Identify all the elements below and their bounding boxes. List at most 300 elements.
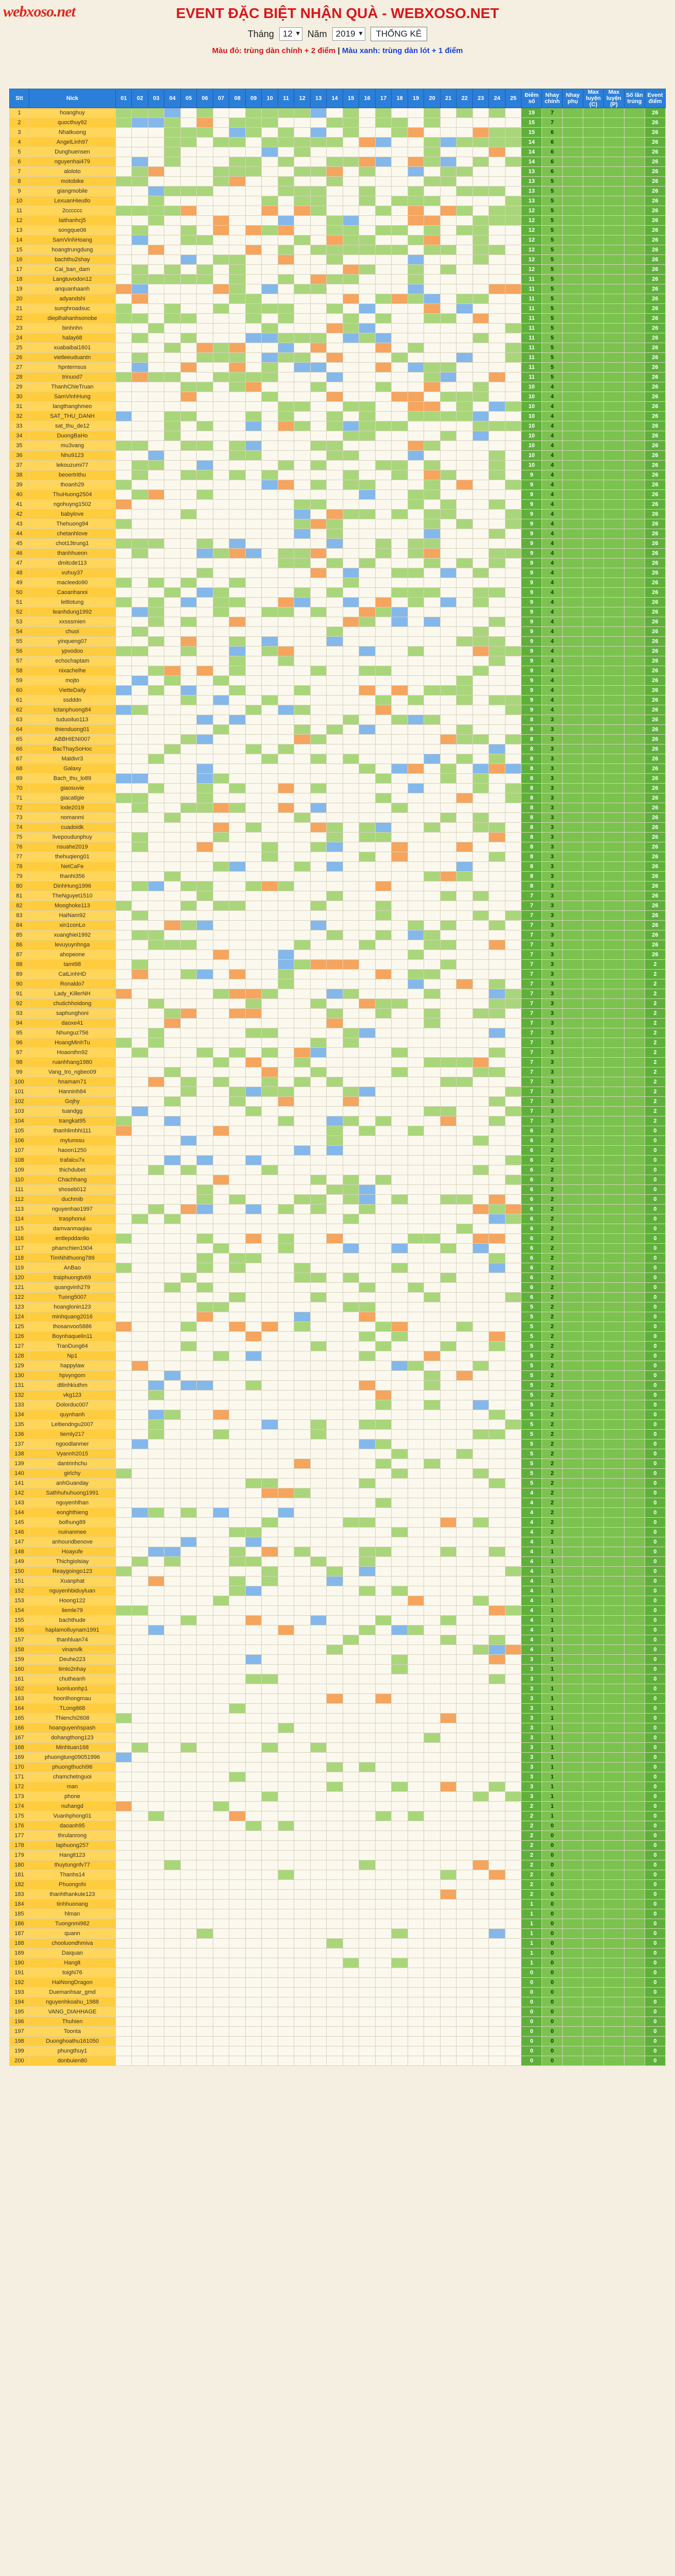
table-row: [10, 823, 666, 833]
day-cell: [310, 412, 327, 421]
nick-cell[interactable]: Lady_KillerNH: [29, 989, 115, 999]
points-cell: 7: [521, 950, 542, 960]
day-cell: [180, 128, 197, 138]
nick-cell[interactable]: chuoi: [29, 627, 115, 637]
day-cell: [343, 108, 359, 118]
nick-cell[interactable]: vuhuy37: [29, 568, 115, 578]
nick-cell[interactable]: thanhi356: [29, 872, 115, 882]
day-cell: [180, 431, 197, 441]
nick-cell[interactable]: Np1: [29, 1351, 115, 1361]
nick-cell[interactable]: tuandgg: [29, 1107, 115, 1116]
main-hit-cell: 2: [542, 1185, 563, 1195]
day-cell: [180, 138, 197, 147]
nick-cell[interactable]: Nhunguz756: [29, 1028, 115, 1038]
nick-cell[interactable]: VietteDaily: [29, 686, 115, 696]
row-index: 104: [10, 1116, 29, 1126]
nick-cell[interactable]: lode2019: [29, 803, 115, 813]
day-cell: [148, 940, 164, 950]
day-cell: [262, 363, 278, 372]
day-cell: [505, 960, 521, 970]
nick-cell[interactable]: shoseb012: [29, 1185, 115, 1195]
nick-cell[interactable]: Caoanhanoi: [29, 588, 115, 598]
day-cell: [132, 1087, 148, 1097]
day-cell: [392, 1420, 408, 1430]
nick-cell[interactable]: Thehuong94: [29, 519, 115, 529]
day-cell: [457, 265, 473, 275]
nick-cell[interactable]: Gojhy: [29, 1097, 115, 1107]
day-cell: [343, 1077, 359, 1087]
nick-cell[interactable]: Tuong5007: [29, 1293, 115, 1302]
nick-cell[interactable]: ssdddn: [29, 696, 115, 705]
nick-cell[interactable]: mu3vang: [29, 441, 115, 451]
column-header: 25: [505, 89, 521, 108]
day-cell: [278, 930, 294, 940]
nick-cell[interactable]: TranDung64: [29, 1342, 115, 1351]
day-cell: [343, 705, 359, 715]
day-cell: [197, 607, 213, 617]
nick-cell[interactable]: hoanghuy: [29, 108, 115, 118]
row-index: 66: [10, 744, 29, 754]
nick-cell[interactable]: haoon1250: [29, 1146, 115, 1156]
day-cell: [294, 784, 311, 793]
nick-cell[interactable]: xuabaibai1601: [29, 343, 115, 353]
nick-cell[interactable]: happylaw: [29, 1361, 115, 1371]
nick-cell[interactable]: Chachhang: [29, 1175, 115, 1185]
column-header: Event điểm: [645, 89, 665, 108]
nick-cell[interactable]: ngohuyng1502: [29, 500, 115, 510]
day-cell: [229, 891, 246, 901]
nick-cell[interactable]: AngelLinh97: [29, 138, 115, 147]
day-cell: [359, 539, 376, 549]
day-cell: [294, 196, 311, 206]
nick-cell[interactable]: quynhanh: [29, 1410, 115, 1420]
nick-cell[interactable]: trasphonui: [29, 1214, 115, 1224]
nick-cell[interactable]: anhGuanday: [29, 1479, 115, 1488]
nick-cell[interactable]: duchmib: [29, 1195, 115, 1205]
day-cell: [164, 324, 181, 333]
site-logo[interactable]: webxoso.net: [3, 3, 75, 20]
nick-cell[interactable]: SamVinhHoang: [29, 235, 115, 245]
column-header: 02: [132, 89, 148, 108]
nick-cell[interactable]: vkg123: [29, 1391, 115, 1400]
nick-cell[interactable]: 2cccccc: [29, 206, 115, 216]
day-cell: [245, 470, 262, 480]
nick-cell[interactable]: ThuHuong2504: [29, 490, 115, 500]
nick-cell[interactable]: hnamam71: [29, 1077, 115, 1087]
points-cell: 5: [521, 1332, 542, 1342]
day-cell: [424, 617, 441, 627]
nick-cell[interactable]: trangkat95: [29, 1116, 115, 1126]
day-cell: [327, 490, 343, 500]
nick-cell[interactable]: nomanmi: [29, 813, 115, 823]
day-cell: [115, 1273, 132, 1283]
column-header: 19: [408, 89, 424, 108]
table-row: [10, 558, 666, 568]
nick-cell[interactable]: ngoodlanmer: [29, 1439, 115, 1449]
day-cell: [229, 441, 246, 451]
day-cell: [440, 147, 457, 157]
nick-cell[interactable]: damvanmaqiau: [29, 1224, 115, 1234]
nick-cell[interactable]: girlchy: [29, 1469, 115, 1479]
nick-cell[interactable]: bachthu2shay: [29, 255, 115, 265]
day-cell: [197, 1175, 213, 1185]
event-points-cell: 26: [645, 872, 665, 882]
day-cell: [327, 353, 343, 363]
max-sub-cell: [603, 715, 624, 725]
year-select[interactable]: 2019 ▾: [332, 27, 365, 41]
max-main-cell: [583, 813, 604, 823]
nick-cell[interactable]: trinuod7: [29, 372, 115, 382]
day-cell: [440, 989, 457, 999]
day-cell: [180, 490, 197, 500]
nick-cell[interactable]: daoxe41: [29, 1019, 115, 1028]
nick-cell[interactable]: TimNhithuong789: [29, 1253, 115, 1263]
nick-cell[interactable]: quangvinh279: [29, 1283, 115, 1293]
nick-cell[interactable]: Nhatkuong: [29, 128, 115, 138]
max-main-cell: [583, 901, 604, 911]
day-cell: [343, 510, 359, 519]
max-main-cell: [583, 1430, 604, 1439]
max-sub-cell: [603, 304, 624, 314]
nick-cell[interactable]: nguyenhao1997: [29, 1205, 115, 1214]
nick-cell[interactable]: Vang_tro_ngbeo09: [29, 1067, 115, 1077]
nick-cell[interactable]: vietleeuduantn: [29, 353, 115, 363]
nick-cell[interactable]: DuongBaHo: [29, 431, 115, 441]
nick-cell[interactable]: tctanphuong84: [29, 705, 115, 715]
nick-cell[interactable]: ABBHIENI007: [29, 735, 115, 744]
day-cell: [424, 470, 441, 480]
nick-cell[interactable]: Dolorduc007: [29, 1400, 115, 1410]
nick-cell[interactable]: thichdubet: [29, 1165, 115, 1175]
nick-cell[interactable]: tiemly217: [29, 1430, 115, 1439]
day-cell: [164, 392, 181, 402]
day-cell: [408, 1283, 424, 1293]
nick-cell[interactable]: cuadoidk: [29, 823, 115, 833]
day-cell: [164, 1214, 181, 1224]
nick-cell[interactable]: HaiNam92: [29, 911, 115, 921]
row-index: 4: [10, 138, 29, 147]
day-cell: [424, 1195, 441, 1205]
day-cell: [245, 696, 262, 705]
nick-cell[interactable]: lekouzumi77: [29, 461, 115, 470]
day-cell: [327, 1038, 343, 1048]
nick-cell[interactable]: sunghroadsuc: [29, 304, 115, 314]
nick-cell[interactable]: dtlinhkiuthm: [29, 1381, 115, 1391]
hit-count-cell: [624, 588, 645, 598]
nick-cell[interactable]: chetanhlove: [29, 529, 115, 539]
nick-cell[interactable]: ruanhhang1980: [29, 1058, 115, 1067]
nick-cell[interactable]: quocthuy92: [29, 118, 115, 128]
day-cell: [408, 1253, 424, 1263]
day-cell: [457, 598, 473, 607]
day-cell: [489, 901, 505, 911]
day-cell: [375, 1459, 392, 1469]
hit-count-cell: [624, 1273, 645, 1283]
nick-cell[interactable]: tamt98: [29, 960, 115, 970]
day-cell: [343, 1087, 359, 1097]
day-cell: [505, 558, 521, 568]
nick-cell[interactable]: minhquang2016: [29, 1312, 115, 1322]
nick-cell[interactable]: giangmobile: [29, 187, 115, 196]
table-row: [10, 1449, 666, 1459]
nick-cell[interactable]: Langtuvodon12: [29, 275, 115, 284]
day-cell: [392, 1439, 408, 1449]
day-cell: [457, 872, 473, 882]
nick-cell[interactable]: leltlotung: [29, 598, 115, 607]
nick-cell[interactable]: HoangMinhTu: [29, 1038, 115, 1048]
day-cell: [327, 1175, 343, 1185]
nick-cell[interactable]: mytunssu: [29, 1136, 115, 1146]
max-main-cell: [583, 314, 604, 324]
hit-count-cell: [624, 1175, 645, 1185]
column-header: 13: [310, 89, 327, 108]
hit-count-cell: [624, 793, 645, 803]
nick-cell[interactable]: Sathhuhuhuong1991: [29, 1488, 115, 1498]
day-cell: [213, 1038, 229, 1048]
max-main-cell: [583, 343, 604, 353]
nick-cell[interactable]: halay68: [29, 333, 115, 343]
nick-cell[interactable]: AnBao: [29, 1263, 115, 1273]
day-cell: [440, 470, 457, 480]
day-cell: [489, 157, 505, 167]
nick-cell[interactable]: Hoaonthn92: [29, 1048, 115, 1058]
day-cell: [180, 735, 197, 744]
day-cell: [132, 598, 148, 607]
nick-cell[interactable]: beoertrithu: [29, 470, 115, 480]
day-cell: [505, 882, 521, 891]
nick-cell[interactable]: phamchien1904: [29, 1244, 115, 1253]
nick-cell[interactable]: tuduoiluo113: [29, 715, 115, 725]
sub-hit-cell: [563, 1400, 583, 1410]
nick-cell[interactable]: thanhhueon: [29, 549, 115, 558]
day-cell: [294, 930, 311, 940]
nick-cell[interactable]: SamVinhHung: [29, 392, 115, 402]
day-cell: [440, 1420, 457, 1430]
nick-cell[interactable]: nguyenhai479: [29, 157, 115, 167]
nick-cell[interactable]: babylove: [29, 510, 115, 519]
nick-cell[interactable]: ThanhChieTruan: [29, 382, 115, 392]
day-cell: [213, 1214, 229, 1224]
max-sub-cell: [603, 930, 624, 940]
event-points-cell: 26: [645, 275, 665, 284]
day-cell: [343, 480, 359, 490]
nick-cell[interactable]: nixachelhe: [29, 666, 115, 676]
day-cell: [424, 372, 441, 382]
nick-cell[interactable]: giaosuvie: [29, 784, 115, 793]
day-cell: [132, 1028, 148, 1038]
nick-cell[interactable]: DinhHung1996: [29, 882, 115, 891]
day-cell: [164, 1410, 181, 1420]
month-select[interactable]: 12 ▾: [279, 27, 302, 41]
day-cell: [375, 637, 392, 647]
nick-cell[interactable]: anquanhaanh: [29, 284, 115, 294]
day-cell: [148, 637, 164, 647]
day-cell: [245, 1087, 262, 1097]
nick-cell[interactable]: trafalcu7x: [29, 1156, 115, 1165]
day-cell: [310, 891, 327, 901]
nick-cell[interactable]: giacatlgie: [29, 793, 115, 803]
max-main-cell: [583, 999, 604, 1009]
main-hit-cell: 2: [542, 1332, 563, 1342]
day-cell: [132, 1097, 148, 1107]
day-cell: [164, 421, 181, 431]
nick-cell[interactable]: motobike: [29, 177, 115, 187]
day-cell: [115, 725, 132, 735]
nick-cell[interactable]: hpnternsus: [29, 363, 115, 372]
event-points-cell: 26: [645, 901, 665, 911]
nick-cell[interactable]: thosanvoo5886: [29, 1322, 115, 1332]
nick-cell[interactable]: levuyuynhnga: [29, 940, 115, 950]
nick-cell[interactable]: thienduong01: [29, 725, 115, 735]
table-row: [10, 245, 666, 255]
event-points-cell: 26: [645, 353, 665, 363]
day-cell: [424, 539, 441, 549]
day-cell: [115, 1038, 132, 1048]
nick-cell[interactable]: leanhdung1992: [29, 607, 115, 617]
nick-cell[interactable]: Nhu9123: [29, 451, 115, 461]
day-cell: [213, 637, 229, 647]
event-points-cell: 2: [645, 970, 665, 979]
row-index: 33: [10, 421, 29, 431]
day-cell: [408, 1126, 424, 1136]
nick-cell[interactable]: hpvyngom: [29, 1371, 115, 1381]
day-cell: [294, 1400, 311, 1410]
nick-cell[interactable]: Hanninh84: [29, 1087, 115, 1097]
nick-cell[interactable]: macleedo90: [29, 578, 115, 588]
day-cell: [472, 960, 489, 970]
nick-cell[interactable]: yinqueng07: [29, 637, 115, 647]
nick-cell[interactable]: dieplhahanhsonobe: [29, 314, 115, 324]
day-cell: [278, 519, 294, 529]
nick-cell[interactable]: nsuahe2019: [29, 842, 115, 852]
nick-cell[interactable]: Galaxy: [29, 764, 115, 774]
day-cell: [489, 833, 505, 842]
nick-cell[interactable]: Maldivr3: [29, 754, 115, 764]
day-cell: [505, 128, 521, 138]
nick-cell[interactable]: Bach_thu_lo89: [29, 774, 115, 784]
nick-cell[interactable]: Boynhaquelin11: [29, 1332, 115, 1342]
nick-cell[interactable]: thehuqieng01: [29, 852, 115, 862]
nick-cell[interactable]: saphunghoni: [29, 1009, 115, 1019]
nick-cell[interactable]: langthanghmeo: [29, 402, 115, 412]
nick-cell[interactable]: adyandshi: [29, 294, 115, 304]
nick-cell[interactable]: xxsssmien: [29, 617, 115, 627]
points-cell: 15: [521, 118, 542, 128]
day-cell: [278, 1019, 294, 1028]
day-cell: [327, 343, 343, 353]
day-cell: [197, 1410, 213, 1420]
day-cell: [472, 1283, 489, 1293]
nick-cell[interactable]: songque06: [29, 226, 115, 235]
day-cell: [164, 1273, 181, 1283]
nick-cell[interactable]: TheNguyet1510: [29, 891, 115, 901]
day-cell: [278, 921, 294, 930]
nick-cell[interactable]: dmitcde113: [29, 558, 115, 568]
day-cell: [359, 1263, 376, 1273]
sub-hit-cell: [563, 1136, 583, 1146]
day-cell: [115, 441, 132, 451]
day-cell: [375, 108, 392, 118]
day-cell: [327, 549, 343, 558]
nick-cell[interactable]: Cai_ban_dam: [29, 265, 115, 275]
nick-cell[interactable]: mojto: [29, 676, 115, 686]
day-cell: [472, 402, 489, 412]
nick-cell[interactable]: BacThaySoHoc: [29, 744, 115, 754]
day-cell: [278, 1107, 294, 1116]
day-cell: [132, 735, 148, 744]
nick-cell[interactable]: Mooghoke113: [29, 901, 115, 911]
nick-cell[interactable]: traiphuongtv69: [29, 1273, 115, 1283]
day-cell: [327, 402, 343, 412]
row-index: 135: [10, 1420, 29, 1430]
day-cell: [229, 1048, 246, 1058]
day-cell: [164, 235, 181, 245]
nick-cell[interactable]: Ronaldo7: [29, 979, 115, 989]
nick-cell[interactable]: hoanglonin123: [29, 1302, 115, 1312]
nick-cell[interactable]: hoangtrungdung: [29, 245, 115, 255]
nick-cell[interactable]: echochaptam: [29, 656, 115, 666]
nick-cell[interactable]: xin1conLo: [29, 921, 115, 930]
day-cell: [132, 1391, 148, 1400]
nick-cell[interactable]: thoanh29: [29, 480, 115, 490]
points-cell: 14: [521, 157, 542, 167]
nick-cell[interactable]: chutichhoidong: [29, 999, 115, 1009]
day-cell: [472, 480, 489, 490]
day-cell: [245, 284, 262, 294]
nick-cell[interactable]: Vyannh2015: [29, 1449, 115, 1459]
day-cell: [327, 1058, 343, 1067]
nick-cell[interactable]: CatLinhHD: [29, 970, 115, 979]
table-row: [10, 510, 666, 519]
points-cell: 9: [521, 647, 542, 656]
statistics-button[interactable]: THỐNG KÊ: [370, 27, 428, 41]
day-cell: [164, 617, 181, 627]
nick-cell[interactable]: binhnhn: [29, 324, 115, 333]
nick-cell[interactable]: SAT_THU_DANH: [29, 412, 115, 421]
nick-cell[interactable]: chot13trung1: [29, 539, 115, 549]
nick-cell[interactable]: livepoudunphuy: [29, 833, 115, 842]
nick-cell[interactable]: sat_thu_de12: [29, 421, 115, 431]
day-cell: [294, 901, 311, 911]
day-cell: [505, 1009, 521, 1019]
table-row: [10, 314, 666, 324]
nick-cell[interactable]: laithanhcj5: [29, 216, 115, 226]
day-cell: [310, 656, 327, 666]
day-cell: [132, 265, 148, 275]
nick-cell[interactable]: xuanghiei1992: [29, 930, 115, 940]
day-cell: [245, 1107, 262, 1116]
nick-cell[interactable]: dantrinhchu: [29, 1459, 115, 1469]
nick-cell[interactable]: entlepddanlio: [29, 1234, 115, 1244]
nick-cell[interactable]: Dunghuensen: [29, 147, 115, 157]
hit-count-cell: [624, 1165, 645, 1175]
nick-cell[interactable]: LexuanHieutlo: [29, 196, 115, 206]
row-index: 12: [10, 216, 29, 226]
day-cell: [229, 803, 246, 813]
day-cell: [229, 157, 246, 167]
column-header: Nhay chính: [542, 89, 563, 108]
nick-cell[interactable]: thanhlimhhi111: [29, 1126, 115, 1136]
nick-cell[interactable]: aloloto: [29, 167, 115, 177]
main-hit-cell: 2: [542, 1146, 563, 1156]
nick-cell[interactable]: ypvodoo: [29, 647, 115, 656]
nick-cell[interactable]: ahopeone: [29, 950, 115, 960]
nick-cell[interactable]: NetCaFe: [29, 862, 115, 872]
day-cell: [310, 226, 327, 235]
nick-cell[interactable]: Leltiendngu2007: [29, 1420, 115, 1430]
table-row: [10, 1156, 666, 1165]
day-cell: [392, 147, 408, 157]
